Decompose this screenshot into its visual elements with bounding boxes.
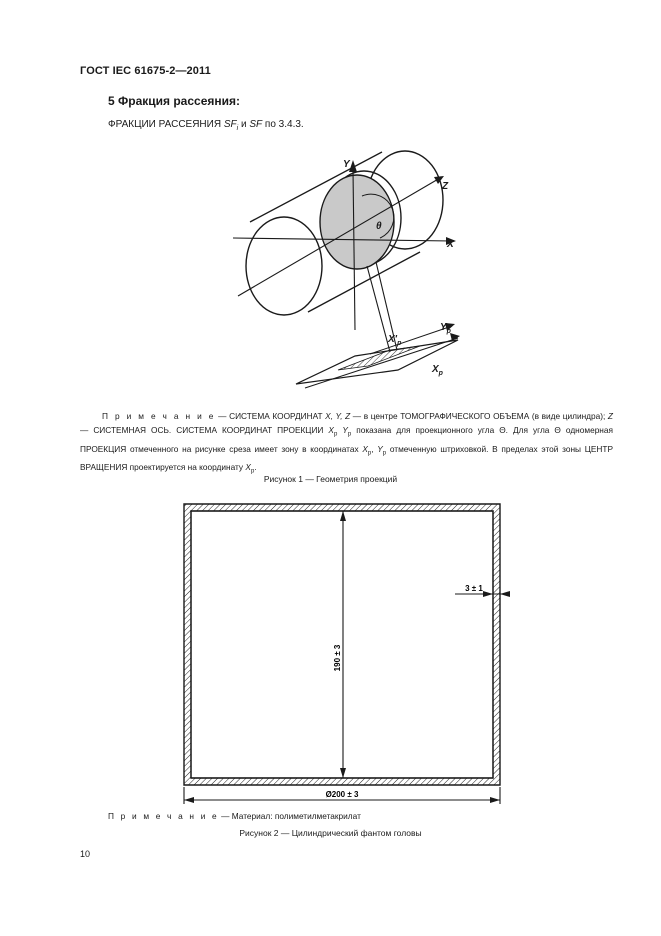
figure-2-caption: Рисунок 2 — Цилиндрический фантом головы xyxy=(239,828,422,838)
figure-2-head-phantom xyxy=(0,490,661,830)
axis-y-label: Y xyxy=(343,159,350,170)
phantom-wall xyxy=(184,504,500,785)
page-number: 10 xyxy=(80,849,91,859)
figure-2-note: П р и м е ч а н и е — Материал: полиметилметакрилат xyxy=(108,811,361,821)
yp-label: $Y_p$ xyxy=(440,322,451,335)
height-dimension-label: 190 ± 3 xyxy=(333,644,342,672)
cylinder-front-ellipse xyxy=(246,217,322,315)
axis-x-label: X xyxy=(447,239,454,250)
xp-prime-label: $X'_p$ xyxy=(388,334,402,347)
section-intro: ФРАКЦИИ РАССЕЯНИЯ $SF_i$ и SF по 3.4.3. xyxy=(108,119,304,132)
figure-1-note: П р и м е ч а н и е — СИСТЕМА КООРДИНАТ X, Y, Z — в центре ТОМОГРАФИЧЕСКОГО ОБЪЕМА (в виде цилиндра); Z — СИСТЕМНАЯ ОСЬ. СИСТЕМА КООРДИНАТ ПРОЕКЦИИ $X_p$ $Y_p$ показана для проекционного угла Θ. Для угла Θ одномерная ПРОЕКЦИЯ отмеченного на рисунке среза имеет зону в координатах $X_p$, $Y_p$ отмеченную штриховкой. В пределах этой зоны ЦЕНТР ВРАЩЕНИЯ проектируется на координату $X_p$. xyxy=(80,411,613,475)
section-title: 5 Фракция рассеяния: xyxy=(108,94,240,108)
axis-z-label: Z xyxy=(442,181,449,192)
figure-1-projection-geometry xyxy=(0,0,661,400)
xp-label: $X_p$ xyxy=(432,364,443,377)
slice-disk xyxy=(320,175,394,269)
theta-label: θ xyxy=(376,221,382,232)
document-header: ГОСТ IEC 61675-2—2011 xyxy=(80,65,211,77)
wall-dimension-label: 3 ± 1 xyxy=(465,584,483,593)
diameter-dimension-label: Ø200 ± 3 xyxy=(325,790,359,799)
figure-1-caption: Рисунок 1 — Геометрия проекций xyxy=(263,474,398,484)
